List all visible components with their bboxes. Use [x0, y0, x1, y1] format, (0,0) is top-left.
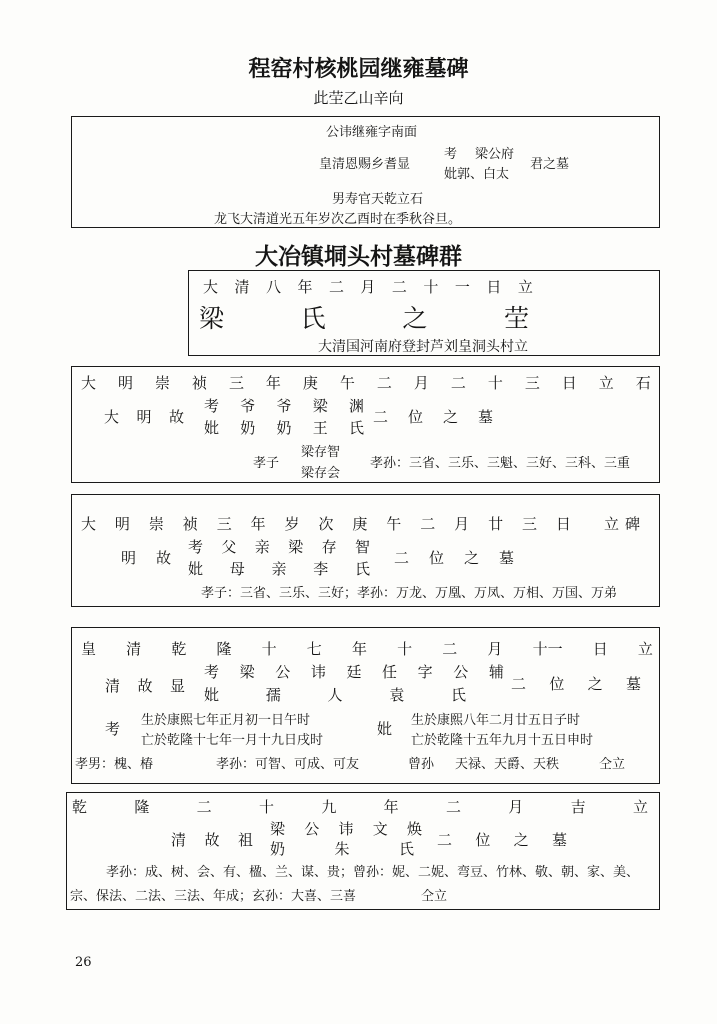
header-char: 年 — [351, 640, 367, 658]
row-char: 亲 — [254, 538, 270, 556]
header-char: 十一 — [532, 640, 563, 658]
left-char: 故 — [204, 831, 220, 849]
right-char: 二 — [511, 675, 527, 693]
row-char: 朱 — [334, 840, 350, 858]
section-title-1: 程窑村核桃园继雍墓碑 — [248, 56, 469, 82]
header-char: 三 — [228, 374, 244, 392]
name-char: 茔 — [503, 304, 529, 333]
row-char: 妣 — [204, 686, 220, 704]
row-char: 公 — [453, 663, 469, 681]
row-char: 梁 — [312, 397, 328, 415]
row-char: 文 — [372, 820, 388, 838]
box4-header — [81, 513, 571, 534]
box6-row-2 — [270, 838, 414, 859]
box6-right — [437, 829, 567, 850]
box6-together: 仝立 — [421, 889, 448, 904]
header-char: 三 — [524, 374, 540, 392]
row-char: 奶 — [276, 419, 292, 437]
inscription-box-1 — [71, 116, 660, 228]
row-char: 廷 — [346, 663, 362, 681]
box4-header-end: 立碑 — [604, 515, 647, 533]
right-char: 位 — [475, 831, 491, 849]
inscription-box-3 — [71, 366, 660, 483]
right-char: 二 — [437, 831, 453, 849]
header-char: 崇 — [148, 515, 164, 533]
header-char: 年 — [297, 278, 313, 296]
header-char: 庚 — [302, 374, 318, 392]
box3-son-1: 梁存智 — [301, 445, 341, 460]
left-char: 清 — [105, 677, 121, 695]
row-char: 字 — [417, 663, 433, 681]
header-char: 庚 — [352, 515, 368, 533]
header-char: 明 — [114, 515, 130, 533]
box4-descendants: 孝子：三省、三乐、三好；孝孙：万龙、万凰、万凤、万相、万国、万弟 — [201, 586, 618, 601]
name-char: 之 — [402, 304, 428, 333]
right-char: 二 — [373, 408, 389, 426]
box1-kao-name: 梁公府 — [475, 147, 515, 162]
inscription-box-4 — [71, 494, 660, 607]
header-char: 廿 — [488, 515, 504, 533]
box1-suffix: 君之墓 — [530, 157, 570, 172]
box2-name — [199, 299, 529, 335]
box1-prefix: 皇清恩赐乡耆显 — [319, 157, 411, 172]
box6-row-1 — [270, 818, 422, 839]
header-char: 明 — [117, 374, 133, 392]
row-char: 讳 — [338, 820, 354, 838]
box4-row-bi — [188, 558, 370, 579]
name-char: 氏 — [300, 304, 326, 333]
right-char: 位 — [428, 549, 444, 567]
box5-sons: 孝男：槐、椿 — [75, 757, 154, 772]
header-char: 吉 — [570, 798, 586, 816]
box4-row-kao — [188, 536, 370, 557]
box4-right — [394, 547, 514, 568]
header-char: 月 — [508, 798, 524, 816]
row-char: 讳 — [310, 663, 326, 681]
left-char: 故 — [137, 677, 153, 695]
row-char: 考 — [188, 538, 204, 556]
header-char: 十 — [423, 278, 439, 296]
header-char: 二 — [391, 278, 407, 296]
row-char: 爷 — [276, 397, 292, 415]
header-char: 大 — [203, 278, 219, 296]
header-char: 岁 — [284, 515, 300, 533]
box2-footer: 大清国河南府登封芦刘皇洞头村立 — [318, 339, 528, 355]
row-char: 奶 — [240, 419, 256, 437]
box1-line-date: 龙飞大清道光五年岁次乙酉时在季秋谷旦。 — [214, 212, 462, 227]
row-char: 人 — [327, 686, 343, 704]
header-char: 十 — [258, 798, 274, 816]
row-char: 任 — [382, 663, 398, 681]
box4-left — [121, 547, 171, 568]
box5-great-label: 曾孙 — [408, 757, 435, 772]
row-char: 梁 — [288, 538, 304, 556]
header-char: 三 — [521, 515, 537, 533]
row-char: 奶 — [270, 840, 286, 858]
box5-bi-birth: 生於康熙八年二月廿五日子时 — [411, 713, 581, 728]
row-char: 公 — [304, 820, 320, 838]
page-number: 26 — [75, 955, 92, 970]
row-char: 氏 — [398, 840, 414, 858]
header-char: 大 — [81, 374, 97, 392]
header-char: 日 — [486, 278, 502, 296]
row-char: 妣 — [188, 560, 204, 578]
header-char: 次 — [318, 515, 334, 533]
header-char: 月 — [360, 278, 376, 296]
box5-kao-death: 亡於乾隆十七年一月十九日戌时 — [141, 733, 324, 748]
box5-great-names: 天禄、天爵、天秩 — [455, 757, 560, 772]
left-char: 显 — [169, 677, 185, 695]
header-char: 清 — [126, 640, 142, 658]
header-char: 八 — [265, 278, 281, 296]
header-char: 七 — [306, 640, 322, 658]
box5-bi-death: 亡於乾隆十五年九月十五日申时 — [411, 733, 594, 748]
right-char: 墓 — [498, 549, 514, 567]
box5-kao-birth: 生於康熙七年正月初一日午时 — [141, 713, 311, 728]
header-char: 年 — [250, 515, 266, 533]
section-title-2: 大冶镇垌头村墓碑群 — [255, 243, 462, 270]
inscription-box-2 — [188, 270, 660, 356]
row-char: 爷 — [240, 397, 256, 415]
box1-line-erected-by: 男寿官天乾立石 — [332, 192, 424, 207]
box5-grandsons: 孝孙：可智、可成、可友 — [216, 757, 360, 772]
header-char: 月 — [487, 640, 503, 658]
header-char: 乾 — [171, 640, 187, 658]
row-char: 孺 — [265, 686, 281, 704]
right-char: 之 — [513, 831, 529, 849]
row-char: 氏 — [450, 686, 466, 704]
header-char: 午 — [339, 374, 355, 392]
header-char: 立 — [598, 374, 614, 392]
right-char: 位 — [407, 408, 423, 426]
header-char: 立 — [632, 798, 648, 816]
row-char: 氏 — [348, 419, 364, 437]
row-char: 亲 — [271, 560, 287, 578]
right-char: 墓 — [477, 408, 493, 426]
header-char: 隆 — [216, 640, 232, 658]
header-char: 二 — [442, 640, 458, 658]
box1-line-courtesy-name: 公讳继雍字南面 — [326, 125, 418, 140]
header-char: 十 — [397, 640, 413, 658]
header-char: 皇 — [81, 640, 97, 658]
header-char: 日 — [592, 640, 608, 658]
box3-row-bi — [204, 417, 364, 438]
header-char: 三 — [216, 515, 232, 533]
row-char: 梁 — [239, 663, 255, 681]
row-char: 父 — [221, 538, 237, 556]
row-char: 存 — [321, 538, 337, 556]
header-char: 十 — [261, 640, 277, 658]
row-char: 袁 — [389, 686, 405, 704]
header-char: 一 — [454, 278, 470, 296]
box3-header — [81, 372, 651, 393]
row-char: 王 — [312, 419, 328, 437]
header-char: 二 — [196, 798, 212, 816]
inscription-box-5 — [71, 627, 660, 784]
header-char: 乾 — [72, 798, 88, 816]
subtitle-orientation: 此茔乙山辛向 — [313, 89, 404, 107]
header-char: 十 — [487, 374, 503, 392]
header-char: 立 — [637, 640, 653, 658]
box6-descendants-line-2: 宗、保法、二法、三法、年成；玄孙：大喜、三喜 — [70, 889, 357, 904]
left-char: 故 — [168, 408, 184, 426]
header-char: 隆 — [134, 798, 150, 816]
left-char: 祖 — [237, 831, 253, 849]
right-char: 位 — [549, 675, 565, 693]
row-char: 李 — [313, 560, 329, 578]
box3-left — [104, 406, 184, 427]
left-char: 明 — [136, 408, 152, 426]
left-char: 大 — [104, 408, 120, 426]
box2-header — [203, 276, 533, 297]
header-char: 日 — [561, 374, 577, 392]
box5-left — [105, 675, 185, 696]
row-char: 焕 — [406, 820, 422, 838]
row-char: 辅 — [488, 663, 504, 681]
row-char: 智 — [354, 538, 370, 556]
header-char: 二 — [376, 374, 392, 392]
row-char: 渊 — [348, 397, 364, 415]
box5-right — [511, 673, 641, 694]
header-char: 午 — [386, 515, 402, 533]
left-char: 清 — [171, 831, 187, 849]
box3-grandsons: 孝孙：三省、三乐、三魁、三好、三科、三重 — [370, 456, 631, 471]
name-char: 梁 — [199, 304, 225, 333]
right-char: 之 — [463, 549, 479, 567]
header-char: 年 — [383, 798, 399, 816]
header-char: 祯 — [182, 515, 198, 533]
box3-son-label: 孝子 — [253, 456, 280, 471]
header-char: 二 — [445, 798, 461, 816]
row-char: 妣 — [204, 419, 220, 437]
header-char: 年 — [265, 374, 281, 392]
box5-kao-label: 考 — [105, 720, 121, 738]
box6-header — [72, 796, 648, 817]
header-char: 日 — [555, 515, 571, 533]
header-char: 月 — [454, 515, 470, 533]
right-char: 墓 — [625, 675, 641, 693]
right-char: 之 — [587, 675, 603, 693]
box1-bi: 妣郭、白太 — [444, 167, 510, 182]
box6-left — [171, 829, 253, 850]
row-char: 梁 — [270, 820, 286, 838]
header-char: 二 — [328, 278, 344, 296]
box5-row-kao — [204, 661, 504, 682]
header-char: 月 — [413, 374, 429, 392]
row-char: 考 — [204, 663, 220, 681]
right-char: 墓 — [551, 831, 567, 849]
header-char: 祯 — [191, 374, 207, 392]
box5-row-bi — [204, 684, 466, 705]
row-char: 考 — [204, 397, 220, 415]
right-char: 之 — [442, 408, 458, 426]
left-char: 故 — [155, 549, 171, 567]
box1-kao: 考 — [444, 147, 458, 162]
header-char: 清 — [234, 278, 250, 296]
row-char: 氏 — [354, 560, 370, 578]
inscription-box-6 — [66, 792, 660, 910]
box3-right — [373, 406, 493, 427]
box5-header — [81, 638, 653, 659]
right-char: 二 — [394, 549, 410, 567]
row-char: 公 — [275, 663, 291, 681]
header-char: 大 — [81, 515, 97, 533]
header-char: 立 — [517, 278, 533, 296]
header-char: 崇 — [154, 374, 170, 392]
row-char: 母 — [229, 560, 245, 578]
box3-row-kao — [204, 395, 364, 416]
header-char: 石 — [635, 374, 651, 392]
box5-bi-label: 妣 — [377, 720, 393, 738]
box6-descendants-line-1: 孝孙：成、树、会、有、楹、兰、谋、贵；曾孙：妮、二妮、弯豆、竹林、敬、朝、家、美、 — [106, 865, 640, 880]
box3-son-2: 梁存会 — [301, 466, 341, 481]
header-char: 二 — [420, 515, 436, 533]
header-char: 九 — [321, 798, 337, 816]
left-char: 明 — [121, 549, 137, 567]
box5-together: 仝立 — [599, 757, 626, 772]
header-char: 二 — [450, 374, 466, 392]
